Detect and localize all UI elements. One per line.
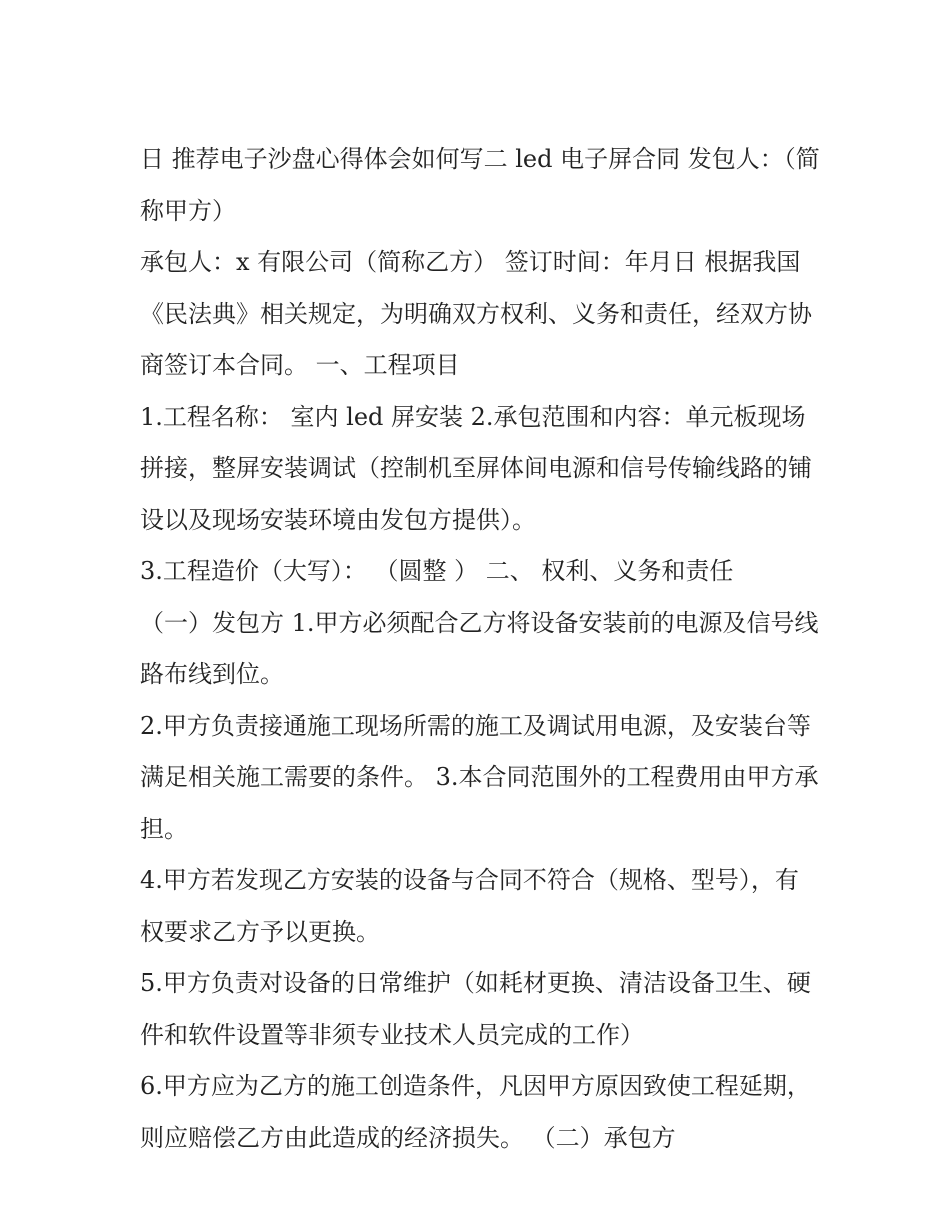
paragraph-intro: 日 推荐电子沙盘心得体会如何写二 led 电子屏合同 发包人：（简称甲方） [140,145,820,225]
paragraph-contractor: 承包人：x 有限公司（简称乙方） 签订时间：年月日 根据我国《民法典》相关规定，为明确双方权利、义务和责任，经双方协商签订本合同。 一、工程项目 [140,248,812,379]
paragraph-employer-duty-1: （一）发包方 1.甲方必须配合乙方将设备安装前的电源及信号线路布线到位。 [140,608,819,688]
document-body [140,134,820,1164]
paragraph-employer-duty-4: 4.甲方若发现乙方安装的设备与合同不符合（规格、型号），有权要求乙方予以更换。 [140,866,799,946]
paragraph-employer-duty-5: 5.甲方负责对设备的日常维护（如耗材更换、清洁设备卫生、硬件和软件设置等非须专业技术人员完成的工作） [140,969,811,1049]
paragraph-project-cost: 3.工程造价（大写）： （圆整 ） 二、 权利、义务和责任 [140,557,734,585]
paragraph-employer-duty-2-3: 2.甲方负责接通施工现场所需的施工及调试用电源，及安装台等满足相关施工需要的条件。 3.本合同范围外的工程费用由甲方承担。 [140,711,819,843]
paragraph-employer-duty-6: 6.甲方应为乙方的施工创造条件，凡因甲方原因致使工程延期，则应赔偿乙方由此造成的经济损失。 （二）承包方 [140,1072,811,1152]
paragraph-project-scope: 1.工程名称： 室内 led 屏安装 2.承包范围和内容：单元板现场拼接，整屏安装调试（控制机至屏体间电源和信号传输线路的铺设以及现场安装环境由发包方提供）。 [140,402,812,534]
